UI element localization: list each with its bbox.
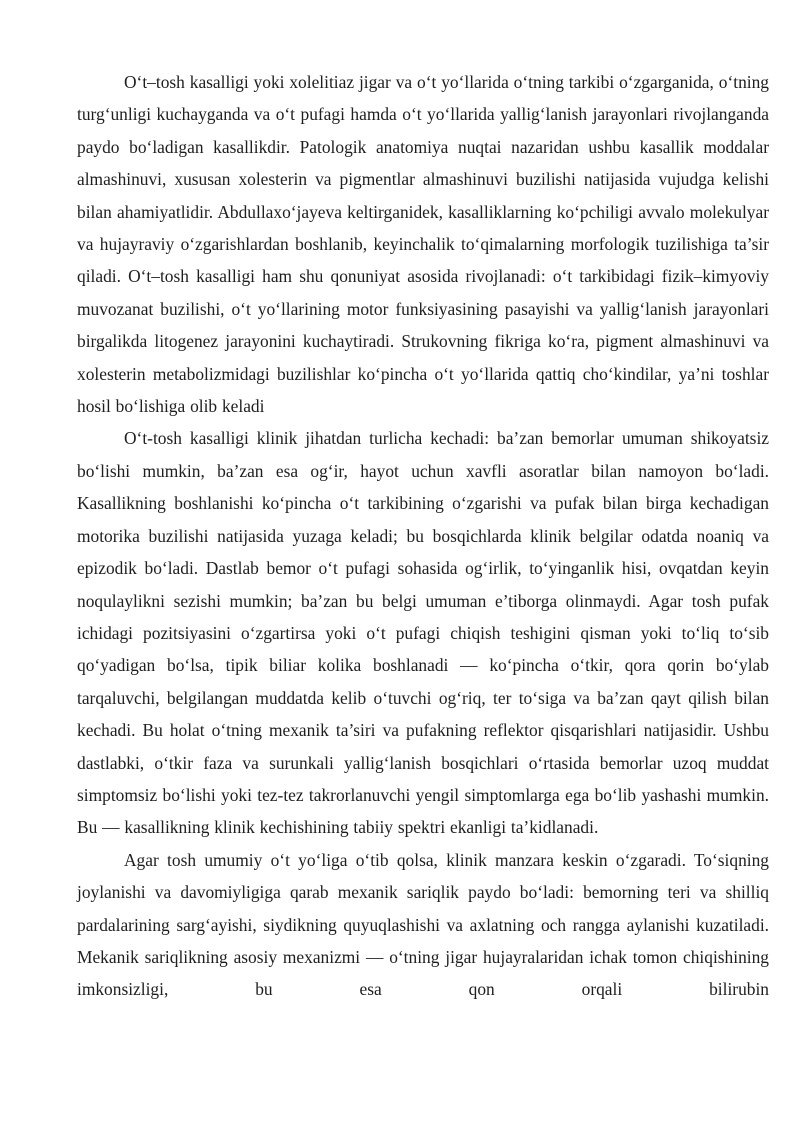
paragraph-3: Agar tosh umumiy o‘t yo‘liga o‘tib qolsa, klinik manzara keskin o‘zgaradi. To‘siqning joylanishi va davomiyligiga qarab mexanik sariqlik paydo bo‘ladi: bemorning teri va shilliq pardalarining sarg‘ayishi, siydikning quyuqlashishi va axlatning och rangga aylanishi kuzatiladi. Mekanik sariqlikning asosiy mexanizmi — o‘tning jigar hujayralaridan ichak tomon chiqishining imkonsizligi, bu esa qon orqali bilirubin — [77, 849, 769, 1000]
paragraph-2: O‘t-tosh kasalligi klinik jihatdan turlicha kechadi: ba’zan bemorlar umuman shikoyatsiz bo‘lishi mumkin, ba’zan esa og‘ir, hayot uchun xavfli asoratlar bilan namoyon bo‘ladi. Kasallikning boshlanishi ko‘pincha o‘t tarkibining o‘zgarishi va pufak bilan birga kechadigan motorika buzilishi natijasida yuzaga keladi; bu bosqichlarda klinik belgilar odatda noaniq va epizodik bo‘ladi. Dastlab bemor o‘t pufagi sohasida og‘irlik, to‘yinganlik hisi, ovqatdan keyin noqulaylikni sezishi mumkin; ba’zan bu belgi umuman e’tiborga olinmaydi. Agar tosh pufak ichidagi pozitsiyasini o‘zgartirsa yoki o‘t pufagi chiqish teshigini qisman yoki to‘liq to‘sib qo‘yadigan bo‘lsa, tipik biliar kolika boshlanadi — ko‘pincha o‘tkir, qora qorin bo‘ylab tarqaluvchi, belgilangan muddatda kelib o‘tuvchi og‘riq, ter to‘siga va ba’zan qayt qilish bilan kechadi. Bu holat o‘tning mexanik ta’siri va pufakning reflektor qisqarishlari natijasidir. Ushbu dastlabki, o‘tkir faza va surunkali yallig‘lanish bosqichlari o‘rtasida bemorlar uzoq muddat simptomsiz bo‘lishi yoki tez-tez takrorlanuvchi yengil simptomlarga ega bo‘lib yashashi mumkin. Bu — kasallikning klinik kechishining tabiiy spektri ekanligi ta’kidlanadi. — [77, 428, 769, 838]
paragraph-1: O‘t–tosh kasalligi yoki xolelitiaz jigar va o‘t yo‘llarida o‘tning tarkibi o‘zgarganida, o‘tning turg‘unligi kuchayganda va o‘t pufagi hamda o‘t yo‘llarida yallig‘lanish jarayonlari rivojlanganda paydo bo‘ladigan kasallikdir. Patologik anatomiya nuqtai nazaridan ushbu kasallik moddalar almashinuvi, xususan xolesterin va pigmentlar almashinuvi buzilishi natijasida vujudga kelishi bilan ahamiyatlidir. Abdullaxo‘jayeva keltirganidek, kasalliklarning ko‘pchiligi avvalo molekulyar va hujayraviy o‘zgarishlardan boshlanib, keyinchalik to‘qimalarning morfologik tuzilishiga ta’sir qiladi. O‘t–tosh kasalligi ham shu qonuniyat asosida rivojlanadi: o‘t tarkibidagi fizik–kimyoviy muvozanat buzilishi, o‘t yo‘llarining motor funksiyasining pasayishi va yallig‘lanish jarayonlari birgalikda litogenez jarayonini kuchaytiradi. Strukovning fikriga ko‘ra, pigment almashinuvi va xolesterin metabolizmidagi buzilishlar ko‘pincha o‘t yo‘llarida qattiq cho‘kindilar, ya’ni toshlar hosil bo‘lishiga olib keladi — [77, 72, 769, 417]
document-body — [77, 66, 769, 1006]
